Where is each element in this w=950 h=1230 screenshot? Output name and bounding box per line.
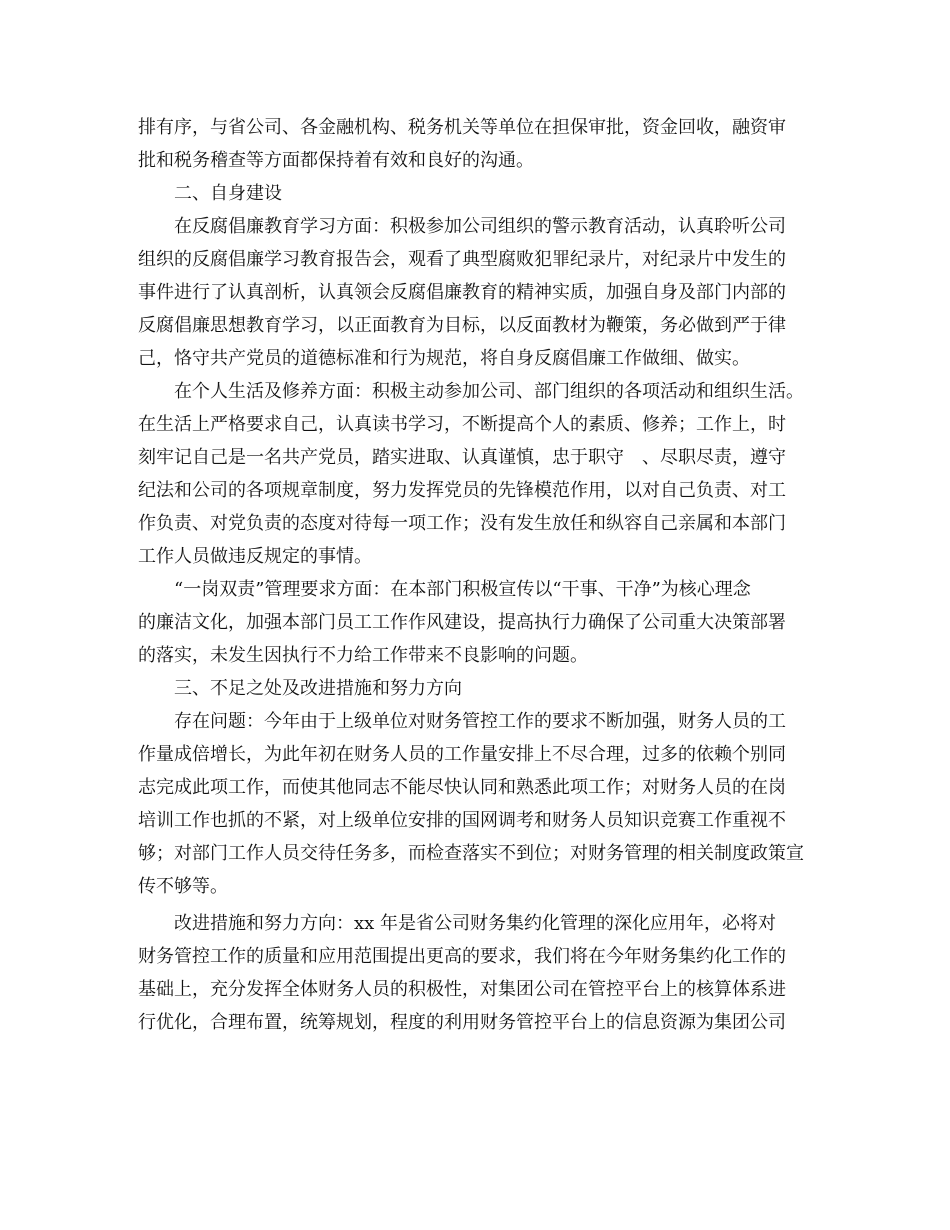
- text-line: 排有序，与省公司、各金融机构、税务机关等单位在担保审批，资金回收，融资审: [138, 117, 786, 138]
- body-text: [138, 111, 818, 1039]
- text-line: 在个人生活及修养方面：积极主动参加公司、部门组织的各项活动和组织生活。: [138, 381, 804, 402]
- text-line: 传不够等。: [138, 876, 228, 897]
- text-line: 在生活上严格要求自己，认真读书学习，不断提高个人的素质、修养；工作上，时: [138, 414, 786, 435]
- text-line: 够；对部门工作人员交待任务多，而检查落实不到位；对财务管理的相关制度政策宣: [138, 843, 804, 864]
- text-line: 存在问题：今年由于上级单位对财务管控工作的要求不断加强，财务人员的工: [138, 711, 786, 732]
- text-line: 纪法和公司的各项规章制度，努力发挥党员的先锋模范作用，以对自己负责、对工: [138, 480, 786, 501]
- text-line: 组织的反腐倡廉学习教育报告会，观看了典型腐败犯罪纪录片，对纪录片中发生的: [138, 249, 786, 270]
- section-heading: 二、自身建设: [138, 183, 282, 204]
- text-line: 作量成倍增长，为此年初在财务人员的工作量安排上不尽合理，过多的依赖个别同: [138, 744, 786, 765]
- text-line: 刻牢记自己是一名共产党员，踏实进取、认真谨慎，忠于职守 、尽职尽责，遵守: [138, 447, 786, 468]
- text-line: 工作人员做违反规定的事情。: [138, 546, 372, 567]
- text-line: 财务管控工作的质量和应用范围提出更高的要求，我们将在今年财务集约化工作的: [138, 946, 786, 967]
- text-line: 改进措施和努力方向：xx 年是省公司财务集约化管理的深化应用年，必将对: [138, 913, 777, 934]
- text-line: 反腐倡廉思想教育学习，以正面教育为目标，以反面教材为鞭策，务必做到严于律: [138, 315, 786, 336]
- text-line: “一岗双责”管理要求方面：在本部门积极宣传以“干事、干净”为核心理念: [138, 579, 751, 600]
- text-line: 志完成此项工作，而使其他同志不能尽快认同和熟悉此项工作；对财务人员的在岗: [138, 777, 786, 798]
- text-line: 事件进行了认真剖析，认真领会反腐倡廉教育的精神实质，加强自身及部门内部的: [138, 282, 786, 303]
- text-line: 行优化，合理布置，统筹规划，程度的利用财务管控平台上的信息资源为集团公司: [138, 1012, 786, 1033]
- text-line: 培训工作也抓的不紧，对上级单位安排的国网调考和财务人员知识竞赛工作重视不: [138, 810, 786, 831]
- text-line: 的廉洁文化，加强本部门员工工作作风建设，提高执行力确保了公司重大决策部署: [138, 612, 786, 633]
- text-line: 作负责、对党负责的态度对待每一项工作；没有发生放任和纵容自己亲属和本部门: [138, 513, 786, 534]
- section-heading: 三、不足之处及改进措施和努力方向: [138, 678, 462, 699]
- text-line: 基础上，充分发挥全体财务人员的积极性，对集团公司在管控平台上的核算体系进: [138, 979, 786, 1000]
- text-line: 在反腐倡廉教育学习方面：积极参加公司组织的警示教育活动，认真聆听公司: [138, 216, 786, 237]
- text-line: 己，恪守共产党员的道德标准和行为规范，将自身反腐倡廉工作做细、做实。: [138, 348, 750, 369]
- text-line: 的落实，未发生因执行不力给工作带来不良影响的问题。: [138, 645, 588, 666]
- text-line: 批和税务稽查等方面都保持着有效和良好的沟通。: [138, 150, 534, 171]
